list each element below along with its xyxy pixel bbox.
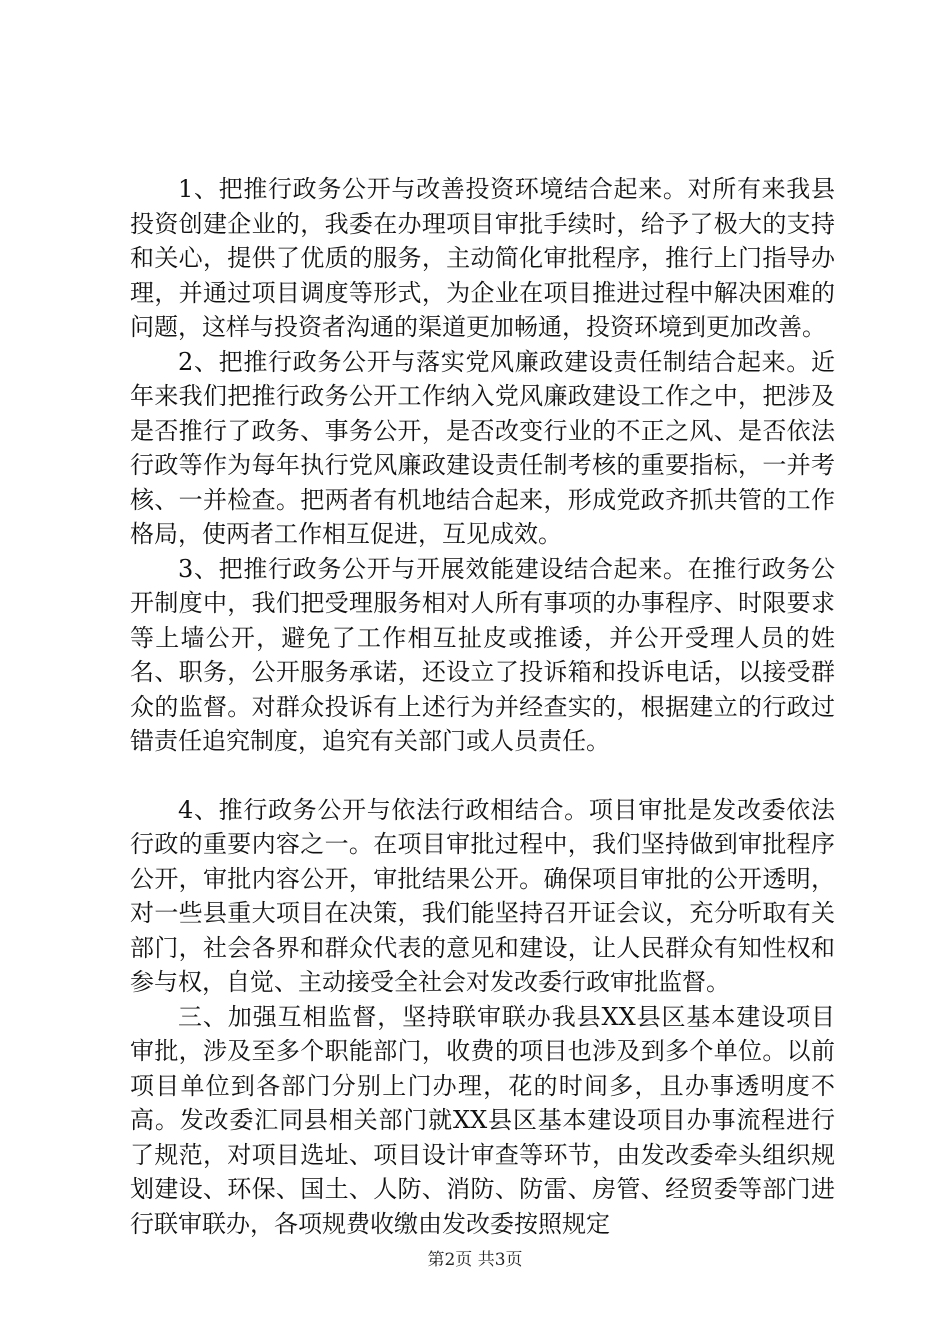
document-body (130, 172, 835, 1241)
paragraph-2: 2、把推行政务公开与落实党风廉政建设责任制结合起来。近年来我们把推行政务公开工作纳入党风廉政建设工作之中，把涉及是否推行了政务、事务公开，是否改变行业的不正之风、是否依法行政等作为每年执行党风廉政建设责任制考核的重要指标，一并考核、一并检查。把两者有机地结合起来，形成党政齐抓共管的工作格局，使两者工作相互促进，互见成效。 (130, 347, 835, 548)
paragraph-3: 3、把推行政务公开与开展效能建设结合起来。在推行政务公开制度中，我们把受理服务相对人所有事项的办事程序、时限要求等上墙公开，避免了工作相互扯皮或推诿，并公开受理人员的姓名、职务，公开服务承诺，还设立了投诉箱和投诉电话，以接受群众的监督。对群众投诉有上述行为并经查实的，根据建立的行政过错责任追究制度，追究有关部门或人员责任。 (130, 554, 835, 755)
page-footer: 第2页 共3页 (427, 1250, 523, 1270)
paragraph-4: 4、推行政务公开与依法行政相结合。项目审批是发改委依法行政的重要内容之一。在项目审批过程中，我们坚持做到审批程序公开，审批内容公开，审批结果公开。确保项目审批的公开透明，对一些县重大项目在决策，我们能坚持召开证会议，充分听取有关部门，社会各界和群众代表的意见和建设，让人民群众有知性权和参与权，自觉、主动接受全社会对发改委行政审批监督。 (130, 795, 835, 996)
paragraph-1: 1、把推行政务公开与改善投资环境结合起来。对所有来我县投资创建企业的，我委在办理项目审批手续时，给予了极大的支持和关心，提供了优质的服务，主动简化审批程序，推行上门指导办理，并通过项目调度等形式，为企业在项目推进过程中解决困难的问题，这样与投资者沟通的渠道更加畅通，投资环境到更加改善。 (130, 175, 835, 341)
paragraph-5: 三、加强互相监督，坚持联审联办我县XX县区基本建设项目审批，涉及至多个职能部门，收费的项目也涉及到多个单位。以前项目单位到各部门分别上门办理，花的时间多，且办事透明度不高。发改委汇同县相关部门就XX县区基本建设项目办事流程进行了规范，对项目选址、项目设计审查等环节，由发改委牵头组织规划建设、环保、国土、人防、消防、防雷、房管、经贸委等部门进行联审联办，各项规费收缴由发改委按照规定 (130, 1002, 835, 1238)
